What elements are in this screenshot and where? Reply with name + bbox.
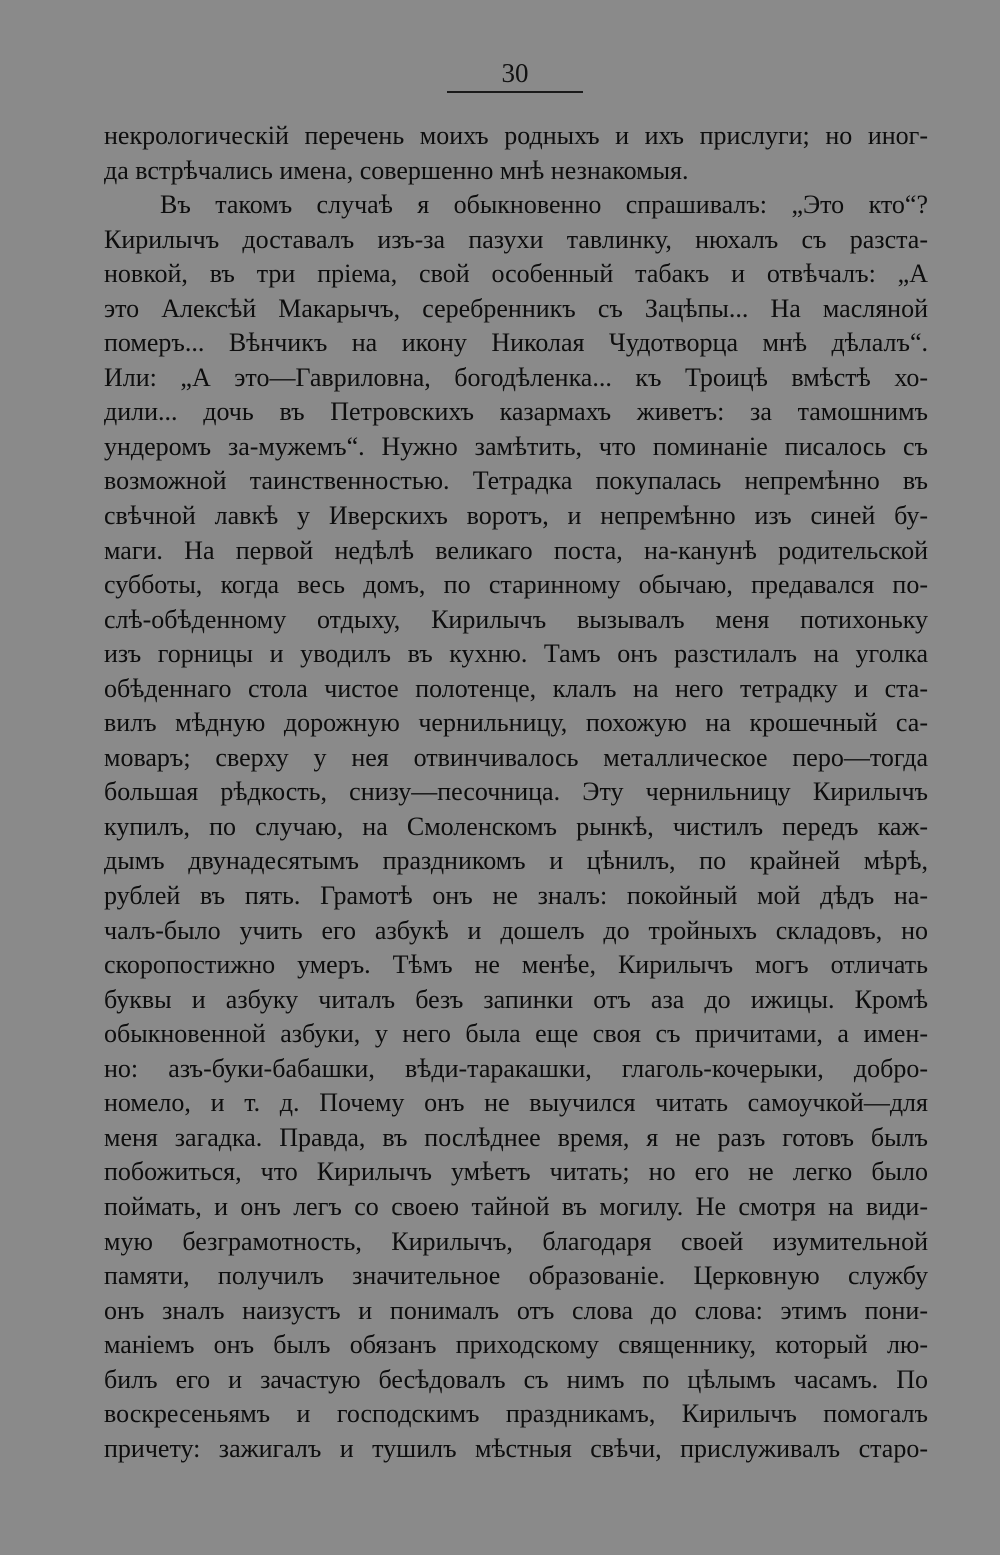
text-line: обѣденнаго стола чистое полотенце, клалъ на него тетрадку и ста- [104,673,928,703]
text-line: возможной таинственностью. Тетрадка покупалась непремѣнно въ [104,466,928,496]
text-line: мую безграмотность, Кирилычъ, благодаря своей изумительной [104,1226,928,1256]
text-line: чалъ-было учить его азбукѣ и дошелъ до тройныхъ складовъ, но [104,915,928,945]
text-line: некрологическій перечень моихъ родныхъ и ихъ прислуги; но иног- [104,121,928,150]
text-line: поймать, и онъ легъ со своею тайной въ могилу. Не смотря на види- [104,1191,928,1221]
text-line: меня загадка. Правда, въ послѣднее время, я не разъ готовъ былъ [104,1122,928,1152]
text-line: билъ его и зачастую бесѣдовалъ съ нимъ по цѣлымъ часамъ. По [104,1364,928,1394]
text-line: померъ... Вѣнчикъ на икону Николая Чудотворца мнѣ дѣлалъ“. [104,328,928,358]
text-line: буквы и азбуку читалъ безъ запинки отъ аза до ижицы. Кромѣ [104,984,928,1014]
text-line: купилъ, по случаю, на Смоленскомъ рынкѣ, чистилъ передъ каж- [104,811,928,841]
text-line: воскресеньямъ и господскимъ праздникамъ, Кирилычъ помогалъ [104,1399,928,1429]
text-line: дымъ двунадесятымъ праздникомъ и цѣнилъ, по крайней мѣрѣ, [104,846,928,876]
text-line: номело, и т. д. Почему онъ не выучился читать самоучкой—для [104,1088,928,1118]
body-text [104,119,928,1466]
text-line: памяти, получилъ значительное образованіе. Церковную службу [104,1261,928,1291]
text-line: это Алексѣй Макарычъ, серебренникъ съ Зацѣпы... На масляной [104,293,928,323]
text-line: слѣ-обѣденному отдыху, Кирилычъ вызывалъ меня потихоньку [104,604,928,634]
text-line: Или: „А это—Гавриловна, богодѣленка... къ Троицѣ вмѣстѣ хо- [104,362,928,392]
text-line: Въ такомъ случаѣ я обыкновенно спрашивалъ: „Это кто“? [160,190,928,220]
text-line: дили... дочь въ Петровскихъ казармахъ живетъ: за тамошнимъ [104,397,928,427]
text-line: моваръ; сверху у нея отвинчивалось металлическое перо—тогда [104,742,928,772]
text-line: Кирилычъ доставалъ изъ-за пазухи тавлинку, нюхалъ съ разста- [104,224,928,254]
text-line: но: азъ-буки-бабашки, вѣди-таракашки, глаголь-кочерыки, добро- [104,1053,928,1083]
text-line: субботы, когда весь домъ, по старинному обычаю, предавался по- [104,570,928,600]
text-line: вилъ мѣдную дорожную чернильницу, похожую на крошечный са- [104,708,928,738]
text-line: изъ горницы и уводилъ въ кухню. Тамъ онъ разстилалъ на уголка [104,639,928,669]
text-line: онъ зналъ наизустъ и понималъ отъ слова до слова: этимъ пони- [104,1295,928,1325]
text-line: побожиться, что Кирилычъ умѣетъ читать; но его не легко было [104,1157,928,1187]
text-line: свѣчной лавкѣ у Иверскихъ воротъ, и непремѣнно изъ синей бу- [104,501,928,531]
text-line: ундеромъ за-мужемъ“. Нужно замѣтить, что поминаніе писалось съ [104,431,928,461]
text-line: большая рѣдкость, снизу—песочница. Эту чернильницу Кирилычъ [104,777,928,807]
text-line: обыкновенной азбуки, у него была еще своя съ причитами, а имен- [104,1019,928,1049]
text-line: маги. На первой недѣлѣ великаго поста, на-канунѣ родительской [104,535,928,565]
page-number: 30 [501,58,529,88]
text-line: рублей въ пять. Грамотѣ онъ не зналъ: покойный мой дѣдъ на- [104,881,928,911]
text-line: скоропостижно умеръ. Тѣмъ не менѣе, Кирилычъ могъ отличать [104,950,928,980]
text-line: маніемъ онъ былъ обязанъ приходскому священнику, который лю- [104,1330,928,1360]
text-line: да встрѣчались имена, совершенно мнѣ незнакомыя. [104,155,689,185]
text-line: новкой, въ три пріема, свой особенный табакъ и отвѣчалъ: „А [104,259,928,289]
page-number-rule [447,91,583,93]
text-line: причету: зажигалъ и тушилъ мѣстныя свѣчи, прислуживалъ старо- [104,1433,928,1463]
